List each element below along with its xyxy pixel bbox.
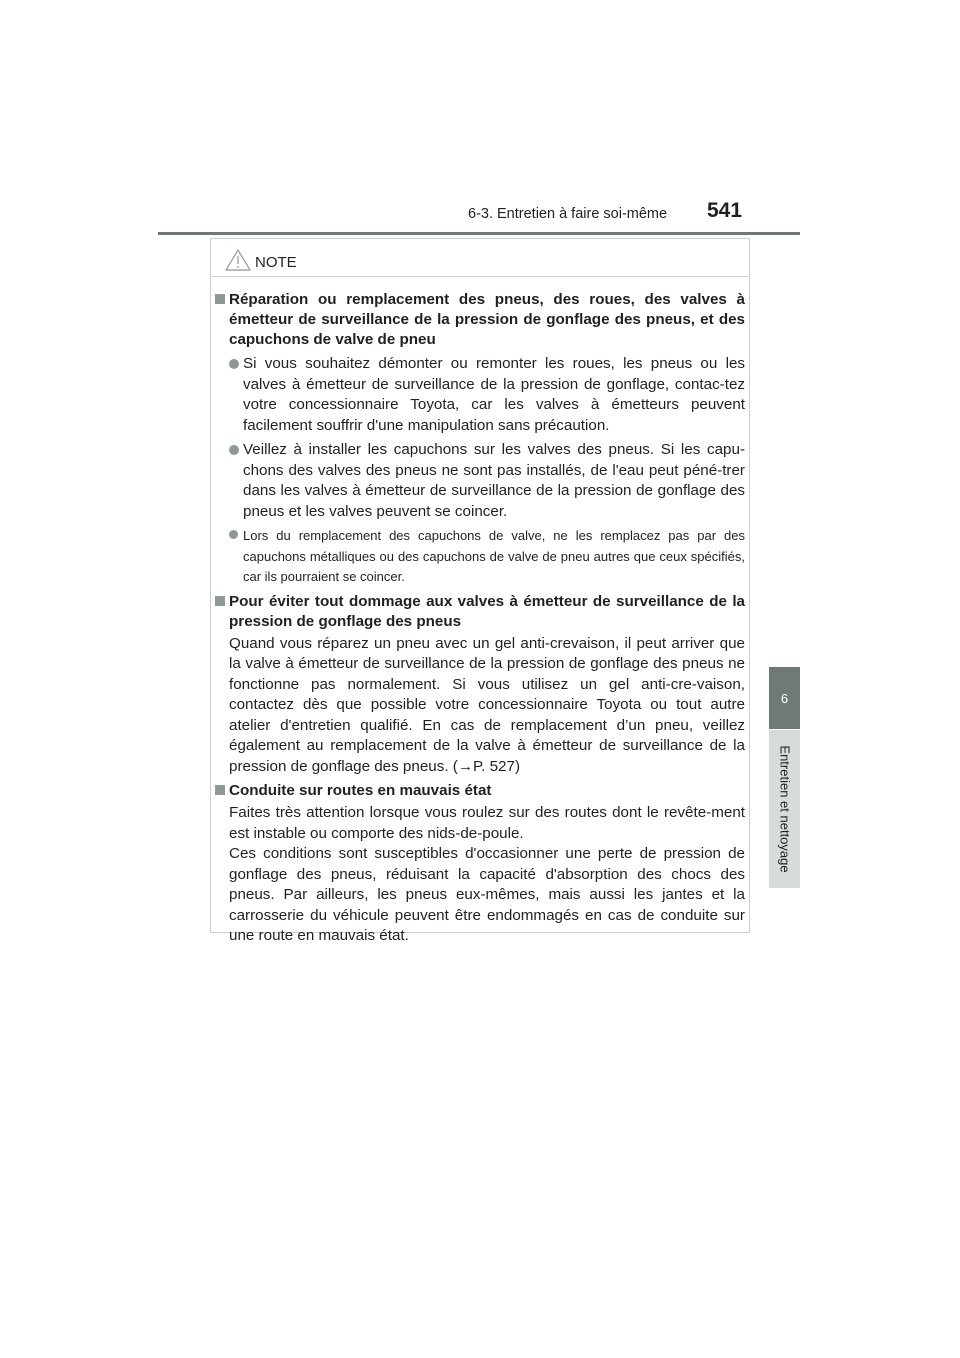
square-bullet-icon xyxy=(215,294,225,304)
square-bullet-icon xyxy=(215,785,225,795)
round-bullet-icon xyxy=(229,445,239,455)
section-paragraph: Faites très attention lorsque vous roulez sur des routes dont le revête-ment est instable ou comporte des nids-de-poule. xyxy=(229,804,745,842)
note-section-valve-damage xyxy=(215,592,745,778)
bullet-text: Veillez à installer les capuchons sur les valves des pneus. Si les capu-chons des valves des pneus ne sont pas installés, de l'eau peut péné-trer dans les valves à émetteur de surveillance de la pression de gonflage des pneus et les valves peuvent se coincer. xyxy=(243,441,745,520)
bullet-item xyxy=(229,440,745,522)
bullet-item xyxy=(229,526,745,588)
note-section-repair xyxy=(215,290,745,588)
chapter-number: 6 xyxy=(780,690,789,706)
header-rule xyxy=(158,232,800,235)
note-section-bad-roads xyxy=(215,781,745,947)
section-paragraph: Quand vous réparez un pneu avec un gel anti-crevaison, il peut arriver que la valve à émetteur de surveillance de la pression de gonflage des pneus ne fonctionne pas normalement. Si vous utilisez un gel anti-cre-vaison, contactez dès que possible votre concessionnaire Toyota ou tout autre atelier d'entretien qualifié. En cas de remplacement d’un pneu, veillez également au remplacement de la valve à émetteur de surveillance de la pression de gonflage des pneus. (→P. 527) xyxy=(229,634,745,775)
section-title: Réparation ou remplacement des pneus, des roues, des valves à émetteur de surveillance de la pression de gonflage des pneus, et des capuchons de valve de pneu xyxy=(229,291,745,348)
section-title: Conduite sur routes en mauvais état xyxy=(229,782,492,799)
bullet-text: Lors du remplacement des capuchons de valve, ne les remplacez pas par des capuchons métalliques ou des capuchons de valve de pneu autres que ceux spécifiés, car ils pourraient se coincer. xyxy=(243,528,745,584)
chapter-tab-number xyxy=(769,667,800,729)
note-header xyxy=(211,239,749,277)
bullet-item xyxy=(229,354,745,436)
section-paragraph: Ces conditions sont susceptibles d'occasionner une perte de pression de gonflage des pneus, réduisant la capacité d'absorption des chocs des pneus. Par ailleurs, les pneus eux-mêmes, mais aussi les jantes et la carrosserie du véhicule peuvent être endommagés en cas de conduite sur une route en mauvais état. xyxy=(229,845,745,944)
square-bullet-icon xyxy=(215,596,225,606)
section-heading: 6-3. Entretien à faire soi-même xyxy=(468,206,668,222)
round-bullet-icon xyxy=(229,359,239,369)
note-box xyxy=(210,238,750,944)
section-title: Pour éviter tout dommage aux valves à émetteur de surveillance de la pression de gonflage des pneus xyxy=(229,592,745,630)
warning-triangle-icon xyxy=(225,249,251,271)
page-number: 541 xyxy=(707,199,743,222)
chapter-tab-side xyxy=(769,730,800,888)
round-bullet-icon xyxy=(229,530,238,539)
note-label: NOTE xyxy=(255,254,297,271)
chapter-title: Entretien et nettoyage xyxy=(777,745,792,873)
note-content xyxy=(215,290,745,947)
bullet-text: Si vous souhaitez démonter ou remonter les roues, les pneus ou les valves à émetteur de surveillance de la pression de gonflage, contac-tez votre concessionnaire Toyota, car les valves à émetteurs peuvent facilement souffrir d'une manipulation sans précaution. xyxy=(243,355,745,434)
